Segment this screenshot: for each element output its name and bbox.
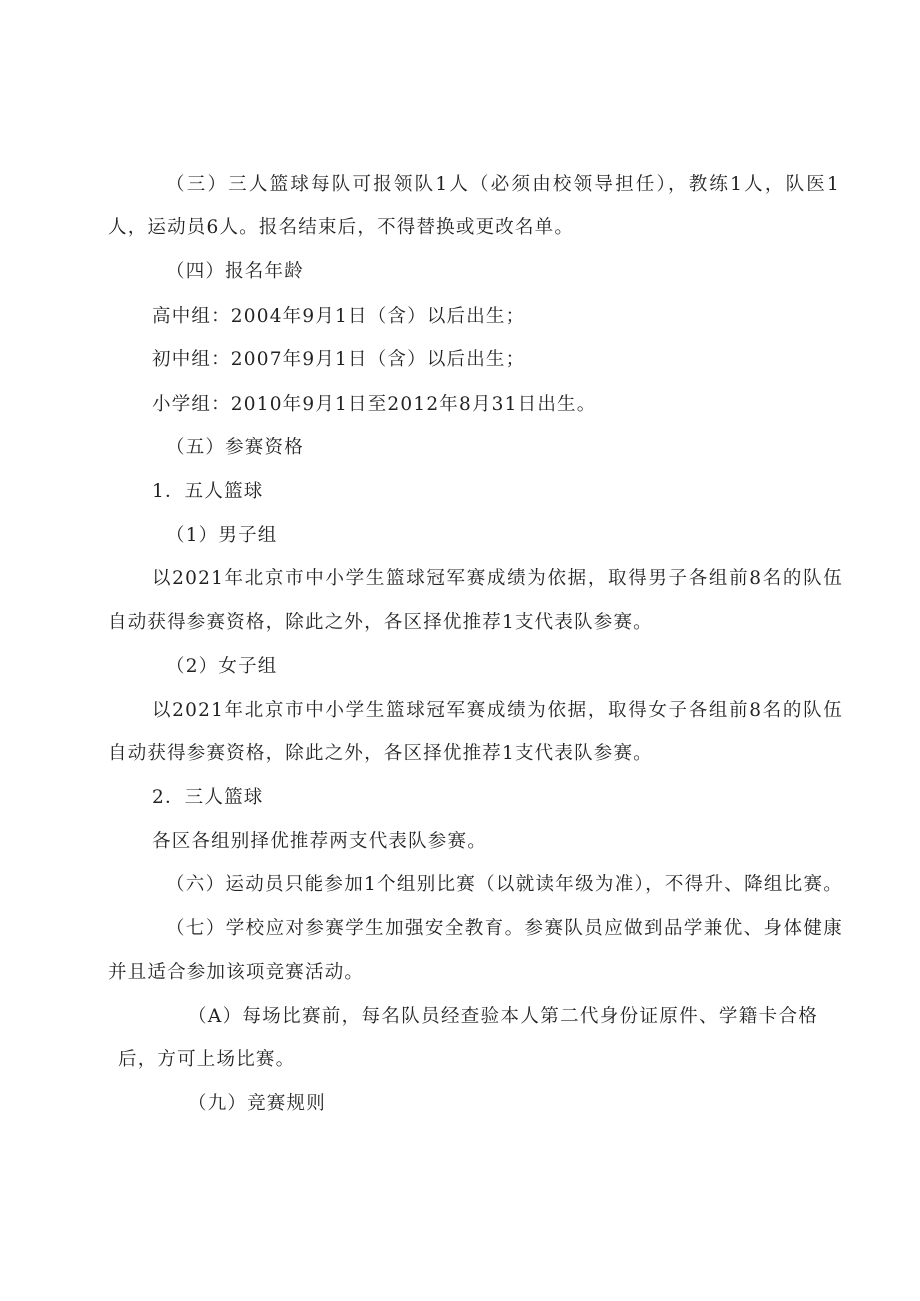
age-line-middle-school: 初中组：2007年9月1日（含）以后出生； bbox=[152, 349, 526, 370]
subsection-five-player: 1．五人篮球 bbox=[152, 481, 264, 502]
paragraph-line-athlete-group: （六）运动员只能参加1个组别比赛（以就读年级为准），不得升、降组比赛。 bbox=[166, 874, 843, 895]
subsection-three-player: 2．三人篮球 bbox=[152, 787, 264, 808]
paragraph-line-id-check: （A）每场比赛前，每名队员经查验本人第二代身份证原件、学籍卡合格 bbox=[188, 1006, 818, 1027]
subsection-womens-group: （2）女子组 bbox=[166, 656, 278, 677]
paragraph-line-safety: （七）学校应对参赛学生加强安全教育。参赛队员应做到品学兼优、身体健康 bbox=[166, 918, 843, 939]
paragraph-line-team-quota: （三）三人篮球每队可报领队1人（必须由校领导担任），教练1人，队医1 bbox=[166, 174, 840, 195]
age-line-primary-school: 小学组：2010年9月1日至2012年8月31日出生。 bbox=[152, 394, 597, 415]
paragraph-line-womens-qualify-cont: 自动获得参赛资格，除此之外，各区择优推荐1支代表队参赛。 bbox=[108, 743, 653, 764]
paragraph-line-district-recommend: 各区各组别择优推荐两支代表队参赛。 bbox=[152, 831, 487, 852]
paragraph-line-womens-qualify: 以2021年北京市中小学生篮球冠军赛成绩为依据，取得女子各组前8名的队伍 bbox=[152, 700, 843, 721]
subsection-mens-group: （1）男子组 bbox=[166, 525, 278, 546]
paragraph-line-safety-cont: 并且适合参加该项竞赛活动。 bbox=[108, 962, 365, 983]
section-heading-eligibility: （五）参赛资格 bbox=[166, 437, 304, 458]
paragraph-line-id-check-cont: 后，方可上场比赛。 bbox=[118, 1049, 296, 1070]
age-line-high-school: 高中组：2004年9月1日（含）以后出生； bbox=[152, 306, 526, 327]
paragraph-line-mens-qualify: 以2021年北京市中小学生篮球冠军赛成绩为依据，取得男子各组前8名的队伍 bbox=[152, 568, 843, 589]
section-heading-age: （四）报名年龄 bbox=[166, 261, 304, 282]
paragraph-line-team-quota-cont: 人，运动员6人。报名结束后，不得替换或更改名单。 bbox=[108, 217, 575, 238]
paragraph-line-mens-qualify-cont: 自动获得参赛资格，除此之外，各区择优推荐1支代表队参赛。 bbox=[108, 612, 653, 633]
section-heading-rules: （九）竞赛规则 bbox=[188, 1093, 326, 1114]
